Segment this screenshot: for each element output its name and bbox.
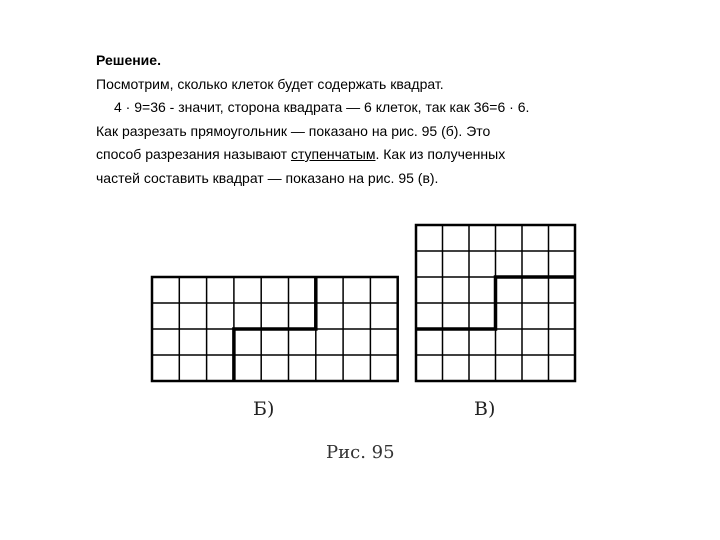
solution-line-3: Как разрезать прямоугольник — показано на рис. 95 (б). Это [96,122,491,139]
figure-b-label: Б) [253,398,275,420]
figure-b-cut-line [234,277,316,381]
figure-caption: Рис. 95 [326,442,395,463]
figure-v-label: В) [474,398,496,420]
figure-v-grid [416,225,575,381]
stepped-term: ступенчатым [290,146,376,162]
solution-line-5: частей составить квадрат — показано на рис. 95 (в). [96,169,439,186]
solution-line-1: Посмотрим, сколько клеток будет содержать квадрат. [96,75,444,92]
line-4-start: способ разрезания называют [96,146,291,162]
solution-line-2: 4 · 9=36 - значит, сторона квадрата — 6 клеток, так как 36=6 · 6. [114,99,530,115]
line-4-end: . Как из полученных [375,146,506,162]
solution-title: Решение. [96,52,161,68]
figure-b-grid [152,277,398,381]
